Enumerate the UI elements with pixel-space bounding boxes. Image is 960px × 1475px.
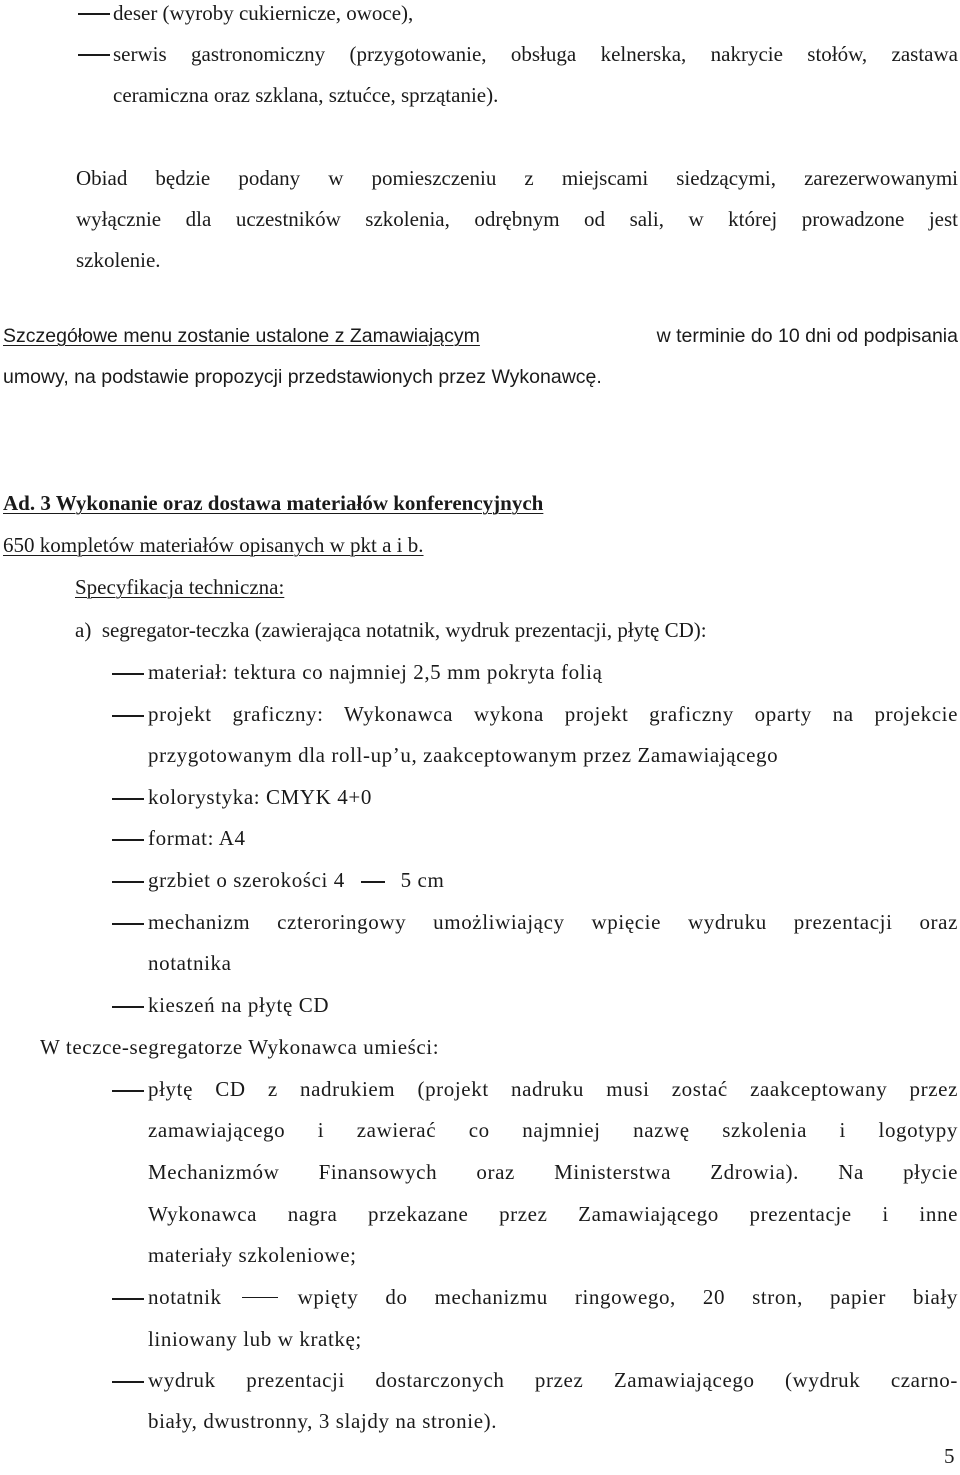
list-item: serwis gastronomiczny (przygotowanie, obsługa kelnerska, nakrycie stołów, zastawa [113, 42, 958, 66]
dash-bullet [112, 839, 144, 841]
list-item-continuation: materiały szkoleniowe; [148, 1243, 357, 1267]
list-item-continuation: liniowany lub w kratkę; [148, 1327, 362, 1351]
page-number: 5 [944, 1444, 955, 1468]
list-item-text: grzbiet o szerokości 4 [148, 868, 345, 892]
spec-label: Specyfikacja techniczna: [75, 575, 285, 599]
dash-bullet [112, 1381, 144, 1383]
list-item-continuation: przygotowanym dla roll-up’u, zaakceptowanym przez Zamawiającego [148, 743, 779, 767]
dash-bullet [78, 13, 110, 15]
menu-paragraph-line [3, 327, 958, 347]
dash-bullet [112, 1298, 144, 1300]
dash-bullet [112, 923, 144, 925]
list-item-continuation: Mechanizmów Finansowych oraz Ministerstwa Zdrowia). Na płycie [148, 1160, 958, 1184]
list-item-text: wpięty do mechanizmu ringowego, 20 stron, papier biały [297, 1285, 958, 1309]
list-item-continuation: zamawiającego i zawierać co najmniej nazwę szkolenia i logotypy [148, 1118, 958, 1142]
dash-bullet [112, 1006, 144, 1008]
list-item-continuation: Wykonawca nagra przekazane przez Zamawiającego prezentacje i inne [148, 1202, 958, 1226]
list-item: projekt graficzny: Wykonawca wykona projekt graficzny oparty na projekcie [148, 702, 958, 726]
paragraph-line: szkolenie. [76, 248, 161, 272]
dash-bullet [112, 673, 144, 675]
list-item: kieszeń na płytę CD [148, 993, 330, 1017]
dash-bullet [78, 54, 110, 56]
dash-separator [361, 881, 385, 883]
list-item: wydruk prezentacji dostarczonych przez Zamawiającego (wydruk czarno- [148, 1368, 958, 1392]
dash-separator [242, 1297, 278, 1299]
list-item-continuation: ceramiczna oraz szklana, sztućce, sprzątanie). [113, 83, 499, 107]
list-item: mechanizm czteroringowy umożliwiający wpięcie wydruku prezentacji oraz [148, 910, 958, 934]
list-item: materiał: tektura co najmniej 2,5 mm pokryta folią [148, 660, 603, 684]
list-item: płytę CD z nadrukiem (projekt nadruku musi zostać zaakceptowany przez [148, 1077, 958, 1101]
list-item-continuation: biały, dwustronny, 3 slajdy na stronie). [148, 1409, 498, 1433]
dash-bullet [112, 715, 144, 717]
folder-intro: W teczce-segregatorze Wykonawca umieści: [40, 1035, 440, 1059]
item-a: a) segregator-teczka (zawierająca notatnik, wydruk prezentacji, płytę CD): [75, 618, 707, 642]
list-item: format: A4 [148, 826, 246, 850]
underlined-text: Szczegółowe menu zostanie ustalone z Zamawiającym [3, 325, 480, 347]
paragraph-line: Obiad będzie podany w pomieszczeniu z miejscami siedzącymi, zarezerwowanymi [76, 166, 958, 190]
list-item: deser (wyroby cukiernicze, owoce), [113, 1, 414, 25]
paragraph-line: wyłącznie dla uczestników szkolenia, odrębnym od sali, w której prowadzone jest [76, 207, 958, 231]
section-subheading: 650 kompletów materiałów opisanych w pkt a i b. [3, 533, 424, 557]
list-item [148, 1287, 958, 1308]
list-item-continuation: notatnika [148, 951, 232, 975]
dash-bullet [112, 798, 144, 800]
dash-bullet [112, 1090, 144, 1092]
list-item-text: 5 cm [400, 868, 445, 892]
paragraph-line: umowy, na podstawie propozycji przedstawionych przez Wykonawcę. [3, 366, 602, 388]
paragraph-text: w terminie do 10 dni od podpisania [651, 325, 958, 347]
section-heading: Ad. 3 Wykonanie oraz dostawa materiałów konferencyjnych [3, 491, 544, 515]
list-item [148, 870, 444, 891]
dash-bullet [112, 881, 144, 883]
list-item: kolorystyka: CMYK 4+0 [148, 785, 372, 809]
list-item-text: notatnik [148, 1285, 222, 1309]
